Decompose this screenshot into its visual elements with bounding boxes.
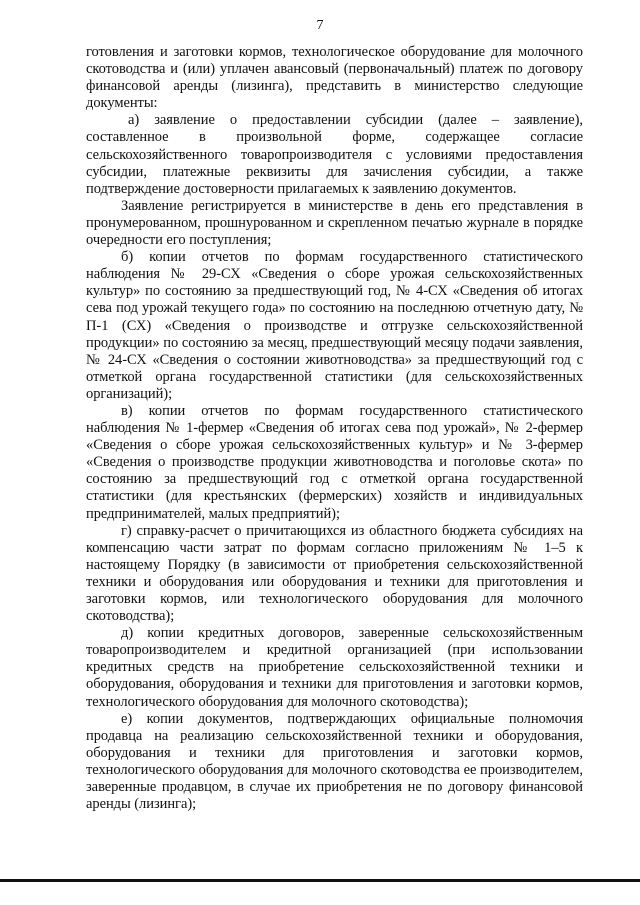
page-number: 7: [316, 18, 324, 33]
paragraph-intro-continuation: готовления и заготовки кормов, технологическое оборудование для молочного скотоводства и (или) уплачен авансовый (первоначальный) платеж по договору финансовой аренды (лизинга), представить в министерство следующие документы:: [86, 44, 583, 112]
bottom-rule: [0, 879, 640, 882]
paragraph-item-v: в) копии отчетов по формам государственного статистического наблюдения № 1-фермер «Сведения об итогах сева под урожай», № 2-фермер «Сведения о сборе урожая сельскохозяйственных культур» и № 3-фермер «Сведения о производстве продукции животноводства и поголовье скота» по состоянию за предшествующий год с отметкой органа государственной статистики (для крестьянских (фермерских) хозяйств и индивидуальных предпринимателей, малых предприятий);: [86, 402, 583, 522]
paragraph-item-a: а) заявление о предоставлении субсидии (далее – заявление), составленное в произвольной форме, содержащее согласие сельскохозяйственного товаропроизводителя с условиями предоставления субсидии, платежные реквизиты для зачисления субсидии, а также подтверждение достоверности прилагаемых к заявлению документов.: [86, 112, 583, 197]
document-body: [86, 44, 583, 813]
paragraph-registration: Заявление регистрируется в министерстве в день его представления в пронумерованном, прошнурованном и скрепленном печатью журнале в порядке очередности его поступления;: [86, 197, 583, 249]
paragraph-item-g: г) справку-расчет о причитающихся из областного бюджета субсидиях на компенсацию части затрат по формам согласно приложениям № 1–5 к настоящему Порядку (в зависимости от приобретения сельскохозяйственной техники и оборудования или оборудования и техники для приготовления и заготовки кормов, или технологического оборудования для молочного скотоводства);: [86, 522, 583, 625]
paragraph-item-e: е) копии документов, подтверждающих официальные полномочия продавца на реализацию сельскохозяйственной техники и оборудования, оборудования и техники для приготовления и заготовки кормов, технологического оборудования для молочного скотоводства ее производителем, заверенные продавцом, в случае их приобретения не по договору финансовой аренды (лизинга);: [86, 710, 583, 813]
paragraph-item-d: д) копии кредитных договоров, заверенные сельскохозяйственным товаропроизводителем и кредитной организацией (при использовании кредитных средств на приобретение сельскохозяйственной техники и оборудования, оборудования и техники для приготовления и заготовки кормов, технологического оборудования для молочного скотоводства);: [86, 625, 583, 710]
paragraph-item-b: б) копии отчетов по формам государственного статистического наблюдения № 29-СХ «Сведения о сборе урожая сельскохозяйственных культур» по состоянию за предшествующий год, № 4-СХ «Сведения об итогах сева под урожай текущего года» по состоянию на последнюю отчетную дату, № П-1 (СХ) «Сведения о производстве и отгрузке сельскохозяйственной продукции» по состоянию за месяц, предшествующий месяцу подачи заявления, № 24-СХ «Сведения о состоянии животноводства» за предшествующий год с отметкой органа государственной статистики (для сельскохозяйственных организаций);: [86, 249, 583, 402]
